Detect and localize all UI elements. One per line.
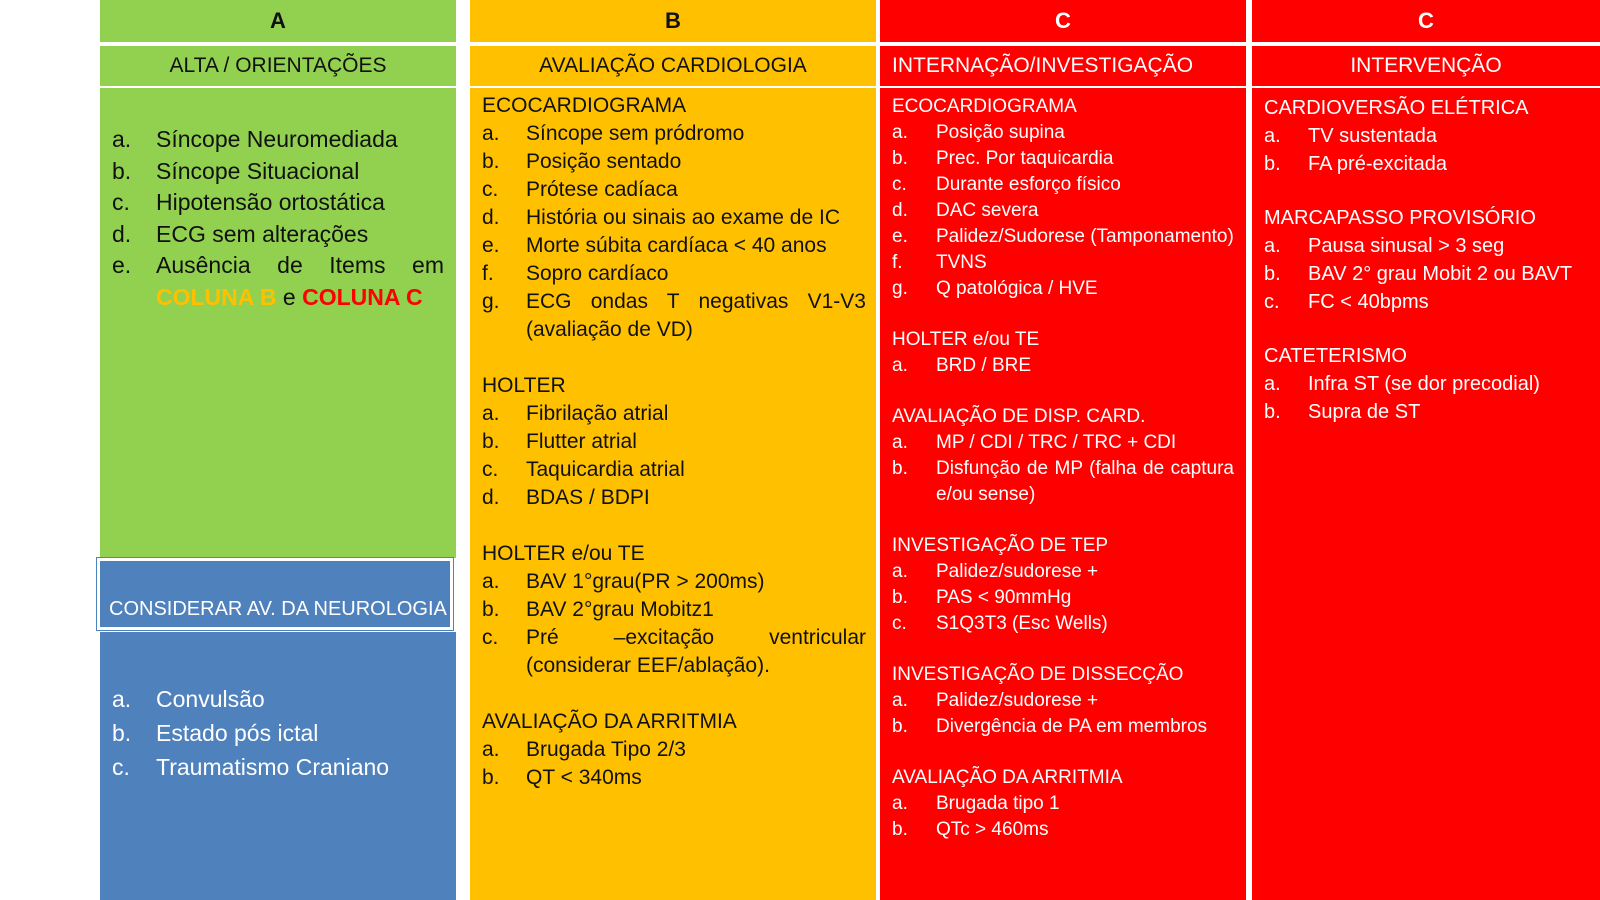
item-text: Taquicardia atrial [526, 458, 685, 481]
list-item [1264, 288, 1590, 316]
neuro-title-box [97, 558, 453, 630]
section-title: ECOCARDIOGRAMA [482, 94, 687, 117]
list-item [892, 172, 1234, 198]
list-item [892, 120, 1234, 146]
col-b-list [470, 88, 876, 792]
item-text: Sopro cardíaco [526, 262, 669, 285]
item-text: BAV 2° grau Mobit 2 ou BAVT [1308, 263, 1573, 285]
item-text: Ausência de Items em [156, 252, 444, 278]
coluna-c-ref: COLUNA C [302, 283, 423, 310]
section-title: INVESTIGAÇÃO DE DISSECÇÃO [892, 664, 1184, 685]
section-title: MARCAPASSO PROVISÓRIO [1264, 207, 1536, 229]
col-c2-letter: C [1252, 0, 1600, 42]
list-item [1264, 150, 1590, 178]
list-item [482, 204, 866, 232]
col-c2-title: INTERVENÇÃO [1252, 46, 1600, 86]
col-c2-body [1252, 88, 1600, 900]
item-label: c. [482, 178, 499, 201]
item-label: f. [892, 252, 903, 273]
col-a-list [100, 88, 456, 313]
and-word: e [276, 283, 303, 310]
col-b-title: AVALIAÇÃO CARDIOLOGIA [470, 46, 876, 86]
list-item [892, 146, 1234, 172]
list-item [482, 764, 866, 792]
list-item [482, 568, 866, 596]
item-text: PAS < 90mmHg [936, 587, 1072, 608]
list-item [112, 682, 444, 716]
item-text: Q patológica / HVE [936, 278, 1098, 299]
list-item [112, 250, 444, 282]
item-text: DAC severa [936, 200, 1039, 221]
item-text: Palidez/sudorese + [936, 690, 1099, 711]
item-text: ECG ondas T negativas V1-V3 (avaliação de VD) [526, 290, 866, 341]
item-label: a. [892, 122, 908, 143]
list-item [112, 750, 444, 784]
item-label: a. [892, 793, 908, 814]
item-text [156, 282, 444, 314]
list-item [892, 559, 1234, 585]
item-continuation [112, 282, 444, 314]
item-text: QT < 340ms [526, 766, 642, 789]
item-label: b. [482, 430, 500, 453]
item-text: Prótese cadíaca [526, 178, 678, 201]
item-label: d. [482, 486, 500, 509]
col-a-title: ALTA / ORIENTAÇÕES [100, 46, 456, 86]
item-label: d. [892, 200, 908, 221]
list-item [482, 400, 866, 428]
item-label: c. [892, 613, 907, 634]
list-item [482, 148, 866, 176]
section-title: CARDIOVERSÃO ELÉTRICA [1264, 97, 1529, 119]
list-item [1264, 398, 1590, 426]
item-label: b. [892, 587, 908, 608]
col-c1-list [880, 88, 1246, 843]
item-label: b. [112, 720, 132, 746]
item-label: g. [482, 290, 500, 313]
item-text: Palidez/sudorese + [936, 561, 1099, 582]
item-text: Durante esforço físico [936, 174, 1121, 195]
item-text: Convulsão [156, 686, 265, 712]
item-text: História ou sinais ao exame de IC [526, 206, 840, 229]
item-text: Síncope sem pródromo [526, 122, 745, 145]
item-text: BAV 2°grau Mobitz1 [526, 598, 714, 621]
item-text: Palidez/Sudorese (Tamponamento) [936, 226, 1234, 247]
item-text: Morte súbita cardíaca < 40 anos [526, 234, 827, 257]
item-label: a. [482, 402, 500, 425]
list-item [892, 611, 1234, 637]
item-label: c. [482, 626, 499, 649]
item-text: BRD / BRE [936, 355, 1032, 376]
item-text: Posição supina [936, 122, 1065, 143]
item-text: Prec. Por taquicardia [936, 148, 1114, 169]
item-text: Pausa sinusal > 3 seg [1308, 235, 1505, 257]
item-label: b. [1264, 401, 1281, 423]
item-text: Síncope Neuromediada [156, 126, 398, 152]
list-item [482, 176, 866, 204]
item-label: a. [482, 122, 500, 145]
item-label: b. [892, 716, 908, 737]
item-label [112, 282, 156, 314]
item-label: e. [112, 252, 132, 278]
item-label: c. [1264, 291, 1280, 313]
item-text: Traumatismo Craniano [156, 754, 390, 780]
item-text: QTc > 460ms [936, 819, 1049, 840]
item-label: b. [482, 150, 500, 173]
item-label: b. [112, 157, 132, 184]
item-label: a. [892, 690, 908, 711]
col-b-letter: B [470, 0, 876, 42]
list-item [482, 624, 866, 680]
item-text: Brugada Tipo 2/3 [526, 738, 686, 761]
list-item [482, 120, 866, 148]
item-label: a. [892, 432, 908, 453]
list-item [112, 156, 444, 188]
list-item [112, 124, 444, 156]
list-item [112, 219, 444, 251]
section-title: CATETERISMO [1264, 345, 1407, 367]
list-item [482, 736, 866, 764]
section-title: HOLTER e/ou TE [892, 329, 1040, 350]
item-text: Brugada tipo 1 [936, 793, 1060, 814]
list-item [892, 430, 1234, 456]
item-text: FC < 40bpms [1308, 291, 1429, 313]
list-item [892, 817, 1234, 843]
list-item [482, 260, 866, 288]
neuro-title: CONSIDERAR AV. DA NEUROLOGIA [109, 598, 447, 620]
item-text: Posição sentado [526, 150, 682, 173]
item-label: a. [1264, 235, 1281, 257]
section-title: ECOCARDIOGRAMA [892, 96, 1077, 117]
item-text: Disfunção de MP (falha de captura e/ou sense) [936, 458, 1234, 505]
item-label: a. [892, 561, 908, 582]
item-text: Supra de ST [1308, 401, 1421, 423]
list-item [892, 456, 1234, 508]
neuro-body [100, 632, 456, 900]
list-item [892, 276, 1234, 302]
item-text: BAV 1°grau(PR > 200ms) [526, 570, 765, 593]
col-c1-letter: C [880, 0, 1246, 42]
item-text: Fibrilação atrial [526, 402, 669, 425]
list-item [1264, 370, 1590, 398]
item-text: Hipotensão ortostática [156, 189, 385, 215]
section-title: HOLTER e/ou TE [482, 542, 645, 565]
neuro-list [100, 632, 456, 784]
list-item [892, 714, 1234, 740]
list-item [1264, 232, 1590, 260]
list-item [892, 688, 1234, 714]
list-item [892, 791, 1234, 817]
list-item [482, 232, 866, 260]
section-title: AVALIAÇÃO DA ARRITMIA [892, 767, 1123, 788]
list-item [482, 456, 866, 484]
item-text: TV sustentada [1308, 125, 1437, 147]
item-text: BDAS / BDPI [526, 486, 650, 509]
item-label: b. [892, 819, 908, 840]
item-label: a. [112, 126, 132, 152]
col-a-letter: A [100, 0, 456, 42]
item-label: b. [1264, 263, 1281, 285]
col-a-body [100, 88, 456, 558]
list-item [892, 198, 1234, 224]
coluna-b-ref: COLUNA B [156, 283, 277, 310]
section-title: INVESTIGAÇÃO DE TEP [892, 535, 1109, 556]
item-text: Flutter atrial [526, 430, 637, 453]
item-label: g. [892, 278, 908, 299]
item-text: Infra ST (se dor precodial) [1308, 373, 1540, 395]
item-label: e. [892, 226, 908, 247]
item-label: b. [1264, 153, 1281, 175]
item-text: ECG sem alterações [156, 220, 369, 247]
item-text: Estado pós ictal [156, 720, 319, 746]
item-label: a. [1264, 125, 1281, 147]
item-text: Síncope Situacional [156, 157, 360, 184]
list-item [112, 187, 444, 219]
list-item [482, 596, 866, 624]
item-text: Pré –excitação ventricular (considerar EEF/ablação). [526, 626, 866, 677]
item-text: S1Q3T3 (Esc Wells) [936, 613, 1108, 634]
list-item [892, 224, 1234, 250]
item-label: c. [482, 458, 499, 481]
list-item [892, 250, 1234, 276]
item-text: TVNS [936, 252, 987, 273]
item-label: a. [112, 686, 132, 712]
list-item [1264, 260, 1590, 288]
list-item [892, 353, 1234, 379]
list-item [482, 428, 866, 456]
list-item [482, 484, 866, 512]
item-label: d. [482, 206, 500, 229]
list-item [482, 288, 866, 344]
col-c1-body [880, 88, 1246, 900]
item-label: e. [482, 234, 500, 257]
list-item [112, 716, 444, 750]
item-label: c. [112, 189, 130, 215]
item-label: a. [1264, 373, 1281, 395]
item-label: b. [482, 766, 500, 789]
section-title: AVALIAÇÃO DE DISP. CARD. [892, 406, 1146, 427]
item-label: a. [482, 570, 500, 593]
item-label: c. [112, 754, 130, 780]
item-text: FA pré-excitada [1308, 153, 1447, 175]
col-c2-list [1252, 88, 1600, 426]
item-label: f. [482, 262, 494, 285]
item-text: MP / CDI / TRC / TRC + CDI [936, 432, 1177, 453]
item-label: b. [892, 458, 908, 479]
section-title: AVALIAÇÃO DA ARRITMIA [482, 710, 737, 733]
col-b-body [470, 88, 876, 900]
col-c1-title: INTERNAÇÃO/INVESTIGAÇÃO [880, 46, 1246, 86]
item-label: c. [892, 174, 907, 195]
item-label: a. [892, 355, 908, 376]
item-label: b. [892, 148, 908, 169]
item-label: d. [112, 220, 132, 247]
section-title: HOLTER [482, 374, 566, 397]
item-label: a. [482, 738, 500, 761]
item-label: b. [482, 598, 500, 621]
item-text: Divergência de PA em membros [936, 716, 1208, 737]
list-item [892, 585, 1234, 611]
list-item [1264, 122, 1590, 150]
